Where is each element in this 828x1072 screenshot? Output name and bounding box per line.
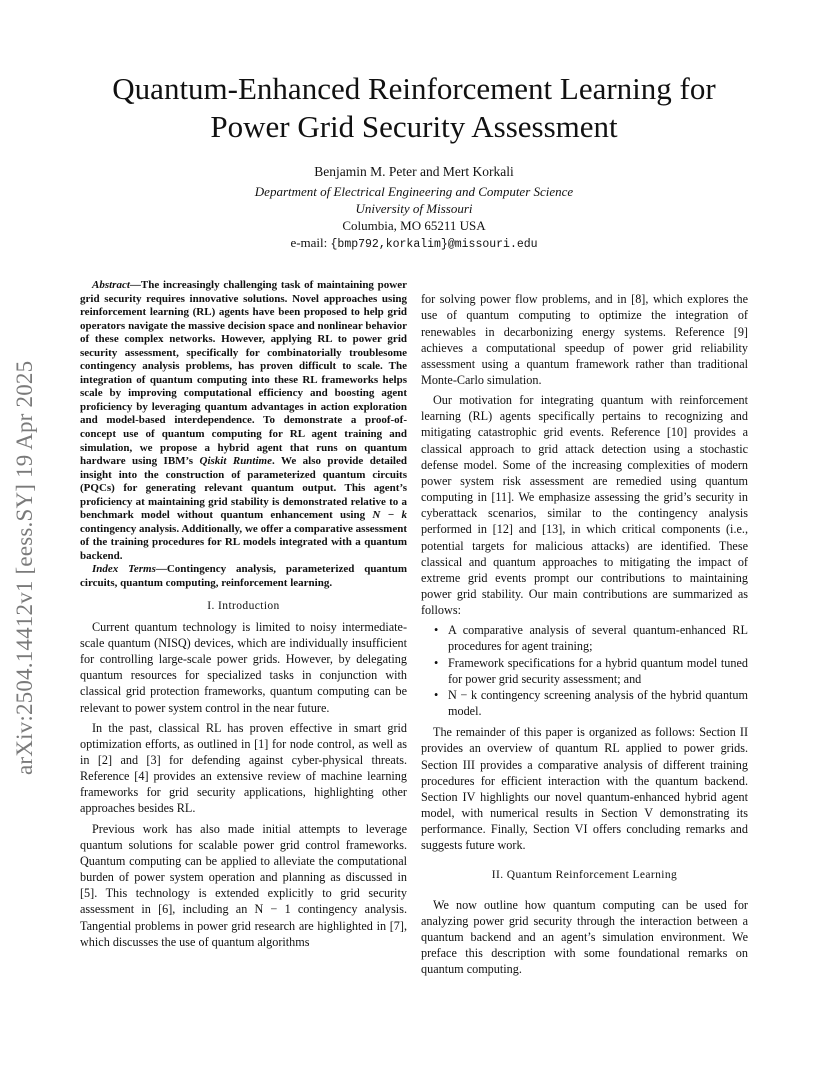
abstract-text-1: —The increasingly challenging task of maintaining power grid security requires innovative solutions. Novel approaches using reinforcement learning (RL) agents have been proposed to help grid operators navigate the massive decision space and nonlinear behavior of these complex networks. However, applying RL to power grid security assessment, specifically for combinatorially troublesome contingency analysis problems, has proven difficult to scale. The integration of quantum computing into these RL frameworks helps scale by improving computational efficiency and boosting agent proficiency by leveraging quantum advantages in action exploration and model-based interdependence. To demonstrate a proof-of-concept use of quantum computing for RL agent training and simulation, we propose a hybrid agent that runs on quantum hardware using IBM’s bbox=[80, 279, 407, 468]
list-item: • N − k contingency screening analysis of the hybrid quantum model. bbox=[448, 687, 748, 719]
abstract-lead: Abstract bbox=[92, 279, 130, 291]
list-item: • A comparative analysis of several quantum-enhanced RL procedures for agent training; bbox=[448, 622, 748, 654]
intro-paragraph-continued: for solving power flow problems, and in [8], which explores the use of quantum computing to optimize the integration of renewables in decarbonizing energy systems. Reference [9] achieves a computational speedup of power grid reliability assessment using a quantum framework rather than traditional Monte-Carlo simulation. bbox=[421, 292, 748, 387]
author-block bbox=[60, 163, 768, 253]
abstract-text-2: . We also provide detailed insight into the construction of parameterized quantum circuits (PQCs) for generating relevant quantum output. This agent’s proficiency at maintaining grid stability is demonstrated relative to a benchmark model without quantum enhancement using bbox=[80, 455, 407, 522]
author-location: Columbia, MO 65211 USA bbox=[342, 218, 486, 233]
author-university: University of Missouri bbox=[355, 201, 473, 216]
author-email bbox=[60, 234, 768, 253]
email-address[interactable]: {bmp792,korkalim}@missouri.edu bbox=[330, 238, 538, 251]
index-terms-text: —Contingency analysis, parameterized quantum circuits, quantum computing, reinforcement learning. bbox=[80, 563, 407, 590]
intro-paragraph-1: Current quantum technology is limited to noisy intermediate-scale quantum (NISQ) devices, which are individually insufficient for controlling large-scale power grids. However, by delegating quantum resources for specialized tasks in conjunction with classical grid protection frameworks, quantum computing can be relevant to power system control in the near future. bbox=[80, 619, 407, 715]
abstract-qiskit: Qiskit Runtime bbox=[199, 455, 272, 468]
abstract bbox=[80, 279, 407, 563]
author-department: Department of Electrical Engineering and Computer Science bbox=[254, 184, 574, 199]
motivation-paragraph: Our motivation for integrating quantum with reinforcement learning (RL) agents specifically pertains to recognizing and mitigating catastrophic grid events. Reference [10] provides a classical approach to grid attack detection using a stochastic defense model. Some of the increasing complexities of modern power system risk assessment are remedied using quantum computing in [11]. We emphasize assessing the grid’s security in cyberattack scenarios, similar to the contingency analysis performed in [12] and [13], in which critical components (i.e., potential targets for malicious attacks) are identified. These classical and quantum approaches to mitigating the impact of extreme grid events prompt our contributions to maintaining power grid stability. Our main contributions are summarized as follows: bbox=[421, 393, 748, 618]
index-terms-lead: Index Terms bbox=[92, 563, 156, 576]
paper-title bbox=[60, 70, 768, 146]
section2-paragraph-1: We now outline how quantum computing can be used for analyzing power grid security through the interaction between a quantum backend and an agent’s simulation environment. We preface this description with some foundational remarks on quantum computing. bbox=[421, 897, 748, 977]
arxiv-identifier[interactable]: arXiv:2504.14412v1 [eess.SY] 19 Apr 2025 bbox=[12, 360, 37, 775]
email-prefix: e-mail: bbox=[290, 235, 331, 250]
title-line-2: Power Grid Security Assessment bbox=[210, 109, 618, 144]
abstract-text-3: contingency analysis. Additionally, we offer a comparative assessment of the training procedures for RL models integrated with a quantum backend. bbox=[80, 522, 407, 562]
section-heading-quantum-rl: II. Quantum Reinforcement Learning bbox=[491, 868, 678, 881]
index-terms bbox=[80, 563, 407, 590]
contributions-list bbox=[421, 622, 748, 719]
organization-paragraph: The remainder of this paper is organized as follows: Section II provides an overview of quantum RL applied to power grids. Section III provides a comparative analysis of different training procedures for efficient interaction with the quantum backend. Section IV highlights our novel quantum-enhanced hybrid agent model, with numerical results in Section V demonstrating its performance. Finally, Section VI offers concluding remarks and suggests future work. bbox=[421, 725, 748, 853]
abstract-nk: N − k bbox=[372, 509, 407, 522]
right-column bbox=[421, 279, 748, 981]
intro-paragraph-3: Previous work has also made initial attempts to leverage quantum solutions for scalable power grid control frameworks. Quantum computing can be applied to alleviate the computational burden of power system operation and planning as discussed in [5]. This technology is extended explicitly to grid security assessment in [6], including an N − 1 contingency analysis. Tangential problems in power grid research are highlighted in [7], which discusses the use of quantum algorithms bbox=[80, 821, 407, 949]
section-heading-introduction: I. Introduction bbox=[207, 599, 280, 612]
intro-paragraph-2: In the past, classical RL has proven effective in smart grid optimization efforts, as outlined in [1] for node control, as well as in [2] and [3] for defending against cyber-physical threats. Reference [4] provides an extensive review of machine learning frameworks for grid security applications, highlighting other approaches besides RL. bbox=[80, 720, 407, 816]
list-item: • Framework specifications for a hybrid quantum model tuned for power grid security assessment; and bbox=[448, 655, 748, 687]
title-line-1: Quantum-Enhanced Reinforcement Learning for bbox=[112, 71, 716, 106]
left-column bbox=[80, 279, 407, 954]
author-names: Benjamin M. Peter and Mert Korkali bbox=[314, 164, 514, 179]
